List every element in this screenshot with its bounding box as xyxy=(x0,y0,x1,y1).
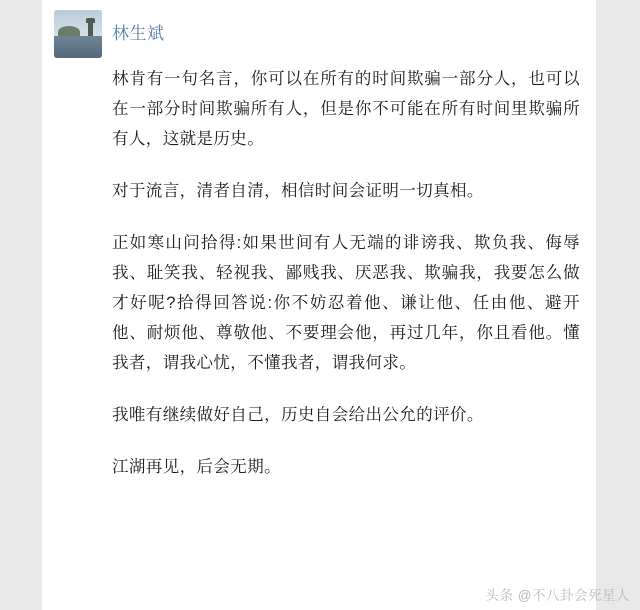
post-paragraph: 江湖再见，后会无期。 xyxy=(112,458,281,476)
post-paragraph: 正如寒山问拾得:如果世间有人无端的诽谤我、欺负我、侮辱我、耻笑我、轻视我、鄙贱我、厌恶我、欺骗我，我要怎么做才好呢?拾得回答说:你不妨忍着他、谦让他、任由他、避开他、耐烦他、尊敬他、不要理会他，再过几年，你且看他。懂我者，谓我心忧，不懂我者，谓我何求。 xyxy=(112,234,580,372)
post-paragraph: 我唯有继续做好自己，历史自会给出公允的评价。 xyxy=(112,406,484,424)
post-paragraph: 对于流言，清者自清，相信时间会证明一切真相。 xyxy=(112,182,484,200)
post-card xyxy=(42,0,596,610)
avatar[interactable] xyxy=(54,10,102,58)
avatar-water xyxy=(54,36,102,58)
author-name[interactable]: 林生斌 xyxy=(112,24,165,43)
left-gutter xyxy=(0,0,42,610)
post-header xyxy=(54,10,582,58)
watermark-label: 头条 @不八卦会死星人 xyxy=(485,588,630,603)
post-body xyxy=(54,64,582,482)
right-gutter xyxy=(596,0,640,610)
post-paragraph: 林肯有一句名言，你可以在所有的时间欺骗一部分人，也可以在一部分时间欺骗所有人，但是你不可能在所有时间里欺骗所有人，这就是历史。 xyxy=(112,70,580,148)
